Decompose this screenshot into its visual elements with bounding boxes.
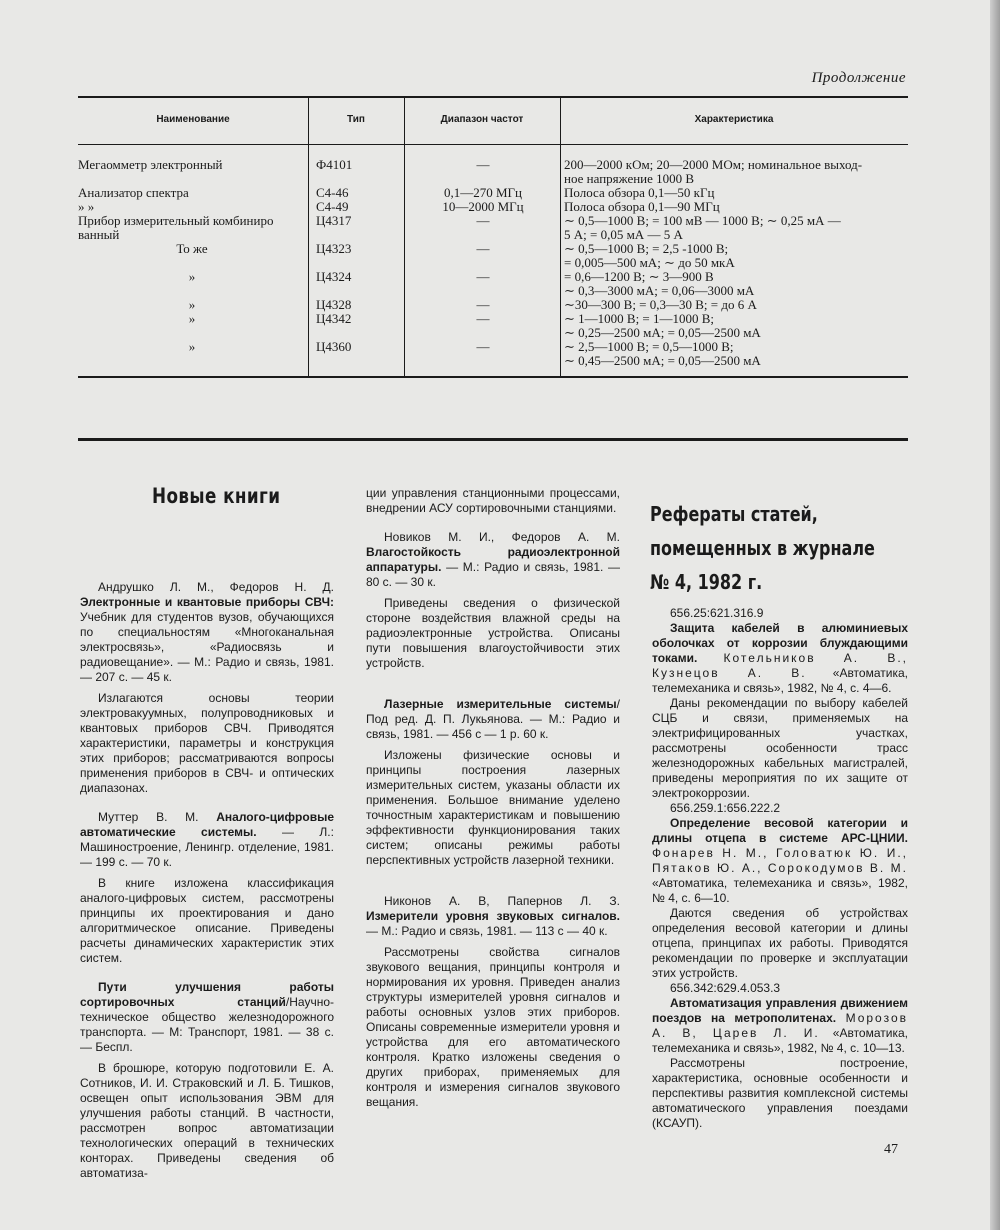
table-cell-name: » — [188, 339, 196, 354]
page-edge-shadow — [990, 0, 1000, 1230]
new-books-column-1 — [80, 580, 334, 1181]
table-divider — [560, 98, 561, 376]
header-char: Характеристика — [694, 114, 774, 125]
table-cell-name: ванный — [78, 227, 120, 242]
book-entry: Андрушко Л. М., Федоров Н. Д. Электронные и квантовые приборы СВЧ: Учебник для студентов вузов, обучающихся по специальностям «Многоканальная электросвязь», «Радиосвязь и радиовещание». — М.: Радио и связь, 1981. — 207 с. — 45 к. — [80, 580, 334, 684]
table-cell-type: Ц4323 — [316, 241, 352, 256]
book-description: ции управления станционными процессами, внедрении АСУ сортировочными станциями. — [366, 486, 620, 515]
abstracts-column — [652, 606, 908, 1131]
table-cell-name: Прибор измерительный комбиниро — [78, 213, 274, 228]
header-range: Диапазон частот — [440, 114, 524, 125]
book-description: Излагаются основы теории электровакуумных, полупроводниковых и квантовых приборов СВЧ. Приводятся характеристики, параметры и конструкция этих приборов; рассматриваются вопросы применения приборов в СВЧ- и оптических диапазонах. — [80, 691, 334, 795]
abstract-description: Рассмотрены построение, характеристика, основные особенности и перспективы развития комплексной системы автоматического управления поездами (КСАУП). — [652, 1056, 908, 1130]
book-description: Изложены физические основы и принципы построения лазерных измерительных систем, указаны области их применения. Большое внимание уделено точностным характеристикам и повышению эффективности функционирования таких систем; описаны режимы работы перспективных устройств лазерной техники. — [366, 748, 620, 867]
table-cell-type: С4-46 — [316, 185, 349, 200]
table-cell-char: ∼ 1—1000 В; = 1—1000 В; — [564, 311, 715, 326]
table-cell-char: Полоса обзора 0,1—90 МГц — [564, 199, 720, 214]
table-cell-name: » » — [78, 199, 95, 214]
book-entry: Муттер В. М. Аналого-цифровые автоматические системы. — Л.: Машиностроение, Ленингр. отделение, 1981. — 199 с. — 70 к. — [80, 810, 334, 869]
book-entry: Лазерные измерительные системы/Под ред. Д. П. Лукьянова. — М.: Радио и связь, 1981. — 456 с — 1 р. 60 к. — [366, 697, 620, 741]
table-cell-type: Ц4317 — [316, 213, 352, 228]
new-books-column-2 — [366, 486, 620, 1110]
table-cell-char: ∼ 0,3—3000 мА; = 0,06—3000 мА — [564, 283, 755, 298]
abstracts-heading: Рефераты статей, помещенных в журнале № 4, 1982 г. — [650, 502, 875, 594]
table-cell-name: Анализатор спектра — [78, 185, 189, 200]
table-cell-range: — — [476, 241, 490, 256]
table-cell-char: ∼ 0,5—1000 В; = 100 мВ — 1000 В; ∼ 0,25 мА — — [564, 213, 841, 228]
book-description: В брошюре, которую подготовили Е. А. Сотников, И. И. Страковский и Л. Б. Тишков, освещен опыт использования ЭВМ для улучшения работы станций. В частности, рассмотрен вопрос автоматизации технологических операций в технических конторах. Приведены сведения об автоматиза- — [80, 1061, 334, 1180]
table-cell-char: 5 А; = 0,05 мА — 5 А — [564, 227, 683, 242]
table-cell-char: = 0,005—500 мА; ∼ до 50 мкА — [564, 255, 735, 270]
table-cell-range: — — [476, 311, 490, 326]
page-number: 47 — [884, 1142, 898, 1157]
table-cell-type: Ц4342 — [316, 311, 352, 326]
table-cell-name: » — [188, 269, 196, 284]
abstract-entry: Определение весовой категории и длины отцепа в системе АРС-ЦНИИ. Фонарев Н. М., Головатюк Ю. И., Пятаков Ю. А., Сорокодумов В. М. «Автоматика, телемеханика и связь», 1982, № 4, с. 6—10. — [652, 816, 908, 905]
table-cell-range: — — [476, 297, 490, 312]
table-cell-type: С4-49 — [316, 199, 349, 214]
section-divider — [78, 438, 908, 441]
table-cell-type: Ц4360 — [316, 339, 352, 354]
header-name: Наименование — [156, 114, 230, 125]
table-cell-range: 0,1—270 МГц — [443, 185, 523, 200]
book-description: В книге изложена классификация аналого-цифровых систем, рассмотрены принципы их проектирования и дано алгоритмическое описание. Приведены расчеты динамических характеристик этих систем. — [80, 876, 334, 965]
table-cell-name: Мегаомметр электронный — [78, 157, 223, 172]
table-divider — [404, 98, 405, 376]
table-cell-char: ∼ 0,45—2500 мА; = 0,05—2500 мА — [564, 353, 761, 368]
table-cell-char: 200—2000 кОм; 20—2000 МОм; номинальное выход- — [564, 157, 863, 172]
table-divider — [308, 98, 309, 376]
table-header-rule — [78, 144, 908, 145]
table-cell-name: » — [188, 311, 196, 326]
udc-code: 656.342:629.4.053.3 — [670, 981, 781, 995]
table-cell-type: Ц4328 — [316, 297, 352, 312]
book-entry: Новиков М. И., Федоров А. М. Влагостойкость радиоэлектронной аппаратуры. — М.: Радио и связь, 1981. — 80 с. — 30 к. — [366, 530, 620, 589]
table-cell-type: Ф4101 — [316, 157, 353, 172]
table-cell-range: 10—2000 МГц — [442, 199, 524, 214]
table-cell-char: Полоса обзора 0,1—50 кГц — [564, 185, 715, 200]
book-description: Рассмотрены свойства сигналов звукового вещания, принципы контроля и нормирования их уровня. Приведен анализ структуры измерителей уровня сигналов и работы основных узлов этих приборов. Описаны современные измерители уровня и устройства для его автоматического контроля. Кратко изложены сведения о других приборах, применяемых для контроля и измерения сигналов звукового вещания. — [366, 945, 620, 1109]
table-cell-char: ∼ 0,5—1000 В; = 2,5 -1000 В; — [564, 241, 729, 256]
abstract-description: Даются сведения об устройствах определения весовой категории и длины отцепа, принципах их работы. Приводятся рекомендации по проверке и эксплуатации этих устройств. — [652, 906, 908, 980]
header-type: Тип — [347, 114, 365, 125]
continued-label: Продолжение — [811, 70, 906, 86]
abstract-entry: Защита кабелей в алюминиевых оболочках от коррозии блуждающими токами. Котельников А. В., Кузнецов А. В. «Автоматика, телемеханика и связь», 1982, № 4, с. 4—6. — [652, 621, 908, 695]
book-description: Приведены сведения о физической стороне воздействия влажной среды на радиоэлектронные устройства. Описаны пути повышения влагоустойчивости этих устройств. — [366, 596, 620, 670]
book-entry: Пути улучшения работы сортировочных станций/Научно-техническое общество железнодорожного транспорта. — М: Транспорт, 1981. — 38 с. — Беспл. — [80, 980, 334, 1054]
table-cell-char: ное напряжение 1000 В — [564, 171, 695, 186]
table-bottom-rule — [78, 376, 908, 378]
table-cell-char: ∼ 2,5—1000 В; = 0,5—1000 В; — [564, 339, 734, 354]
instruments-table — [78, 96, 908, 378]
table-cell-range: — — [476, 157, 490, 172]
table-cell-name: » — [188, 297, 196, 312]
table-cell-range: — — [476, 339, 490, 354]
table-cell-char: ∼30—300 В; = 0,3—30 В; = до 6 А — [564, 297, 757, 312]
table-cell-char: = 0,6—1200 В; ∼ 3—900 В — [564, 269, 714, 284]
book-entry: Никонов А. В, Папернов Л. З. Измерители уровня звуковых сигналов. — М.: Радио и связь, 1981. — 113 с — 40 к. — [366, 894, 620, 938]
abstract-entry: Автоматизация управления движением поездов на метрополитенах. Морозов А. В, Царев Л. И. «Автоматика, телемеханика и связь», 1982, № 4, с. 10—13. — [652, 996, 908, 1055]
new-books-heading: Новые книги — [152, 484, 281, 508]
table-cell-type: Ц4324 — [316, 269, 352, 284]
table-cell-range: — — [476, 269, 490, 284]
table-cell-range: — — [476, 213, 490, 228]
abstract-description: Даны рекомендации по выбору кабелей СЦБ и связи, применяемых на электрифицированных участках, рассмотрены особенности трасс железнодорожных кабельных магистралей, приведены мероприятия по их защите от электрокоррозии. — [652, 696, 908, 800]
table-cell-char: ∼ 0,25—2500 мА; = 0,05—2500 мА — [564, 325, 761, 340]
table-top-rule — [78, 96, 908, 98]
table-cell-name: То же — [176, 241, 208, 256]
udc-code: 656.25:621.316.9 — [670, 606, 764, 620]
udc-code: 656.259.1:656.222.2 — [670, 801, 781, 815]
